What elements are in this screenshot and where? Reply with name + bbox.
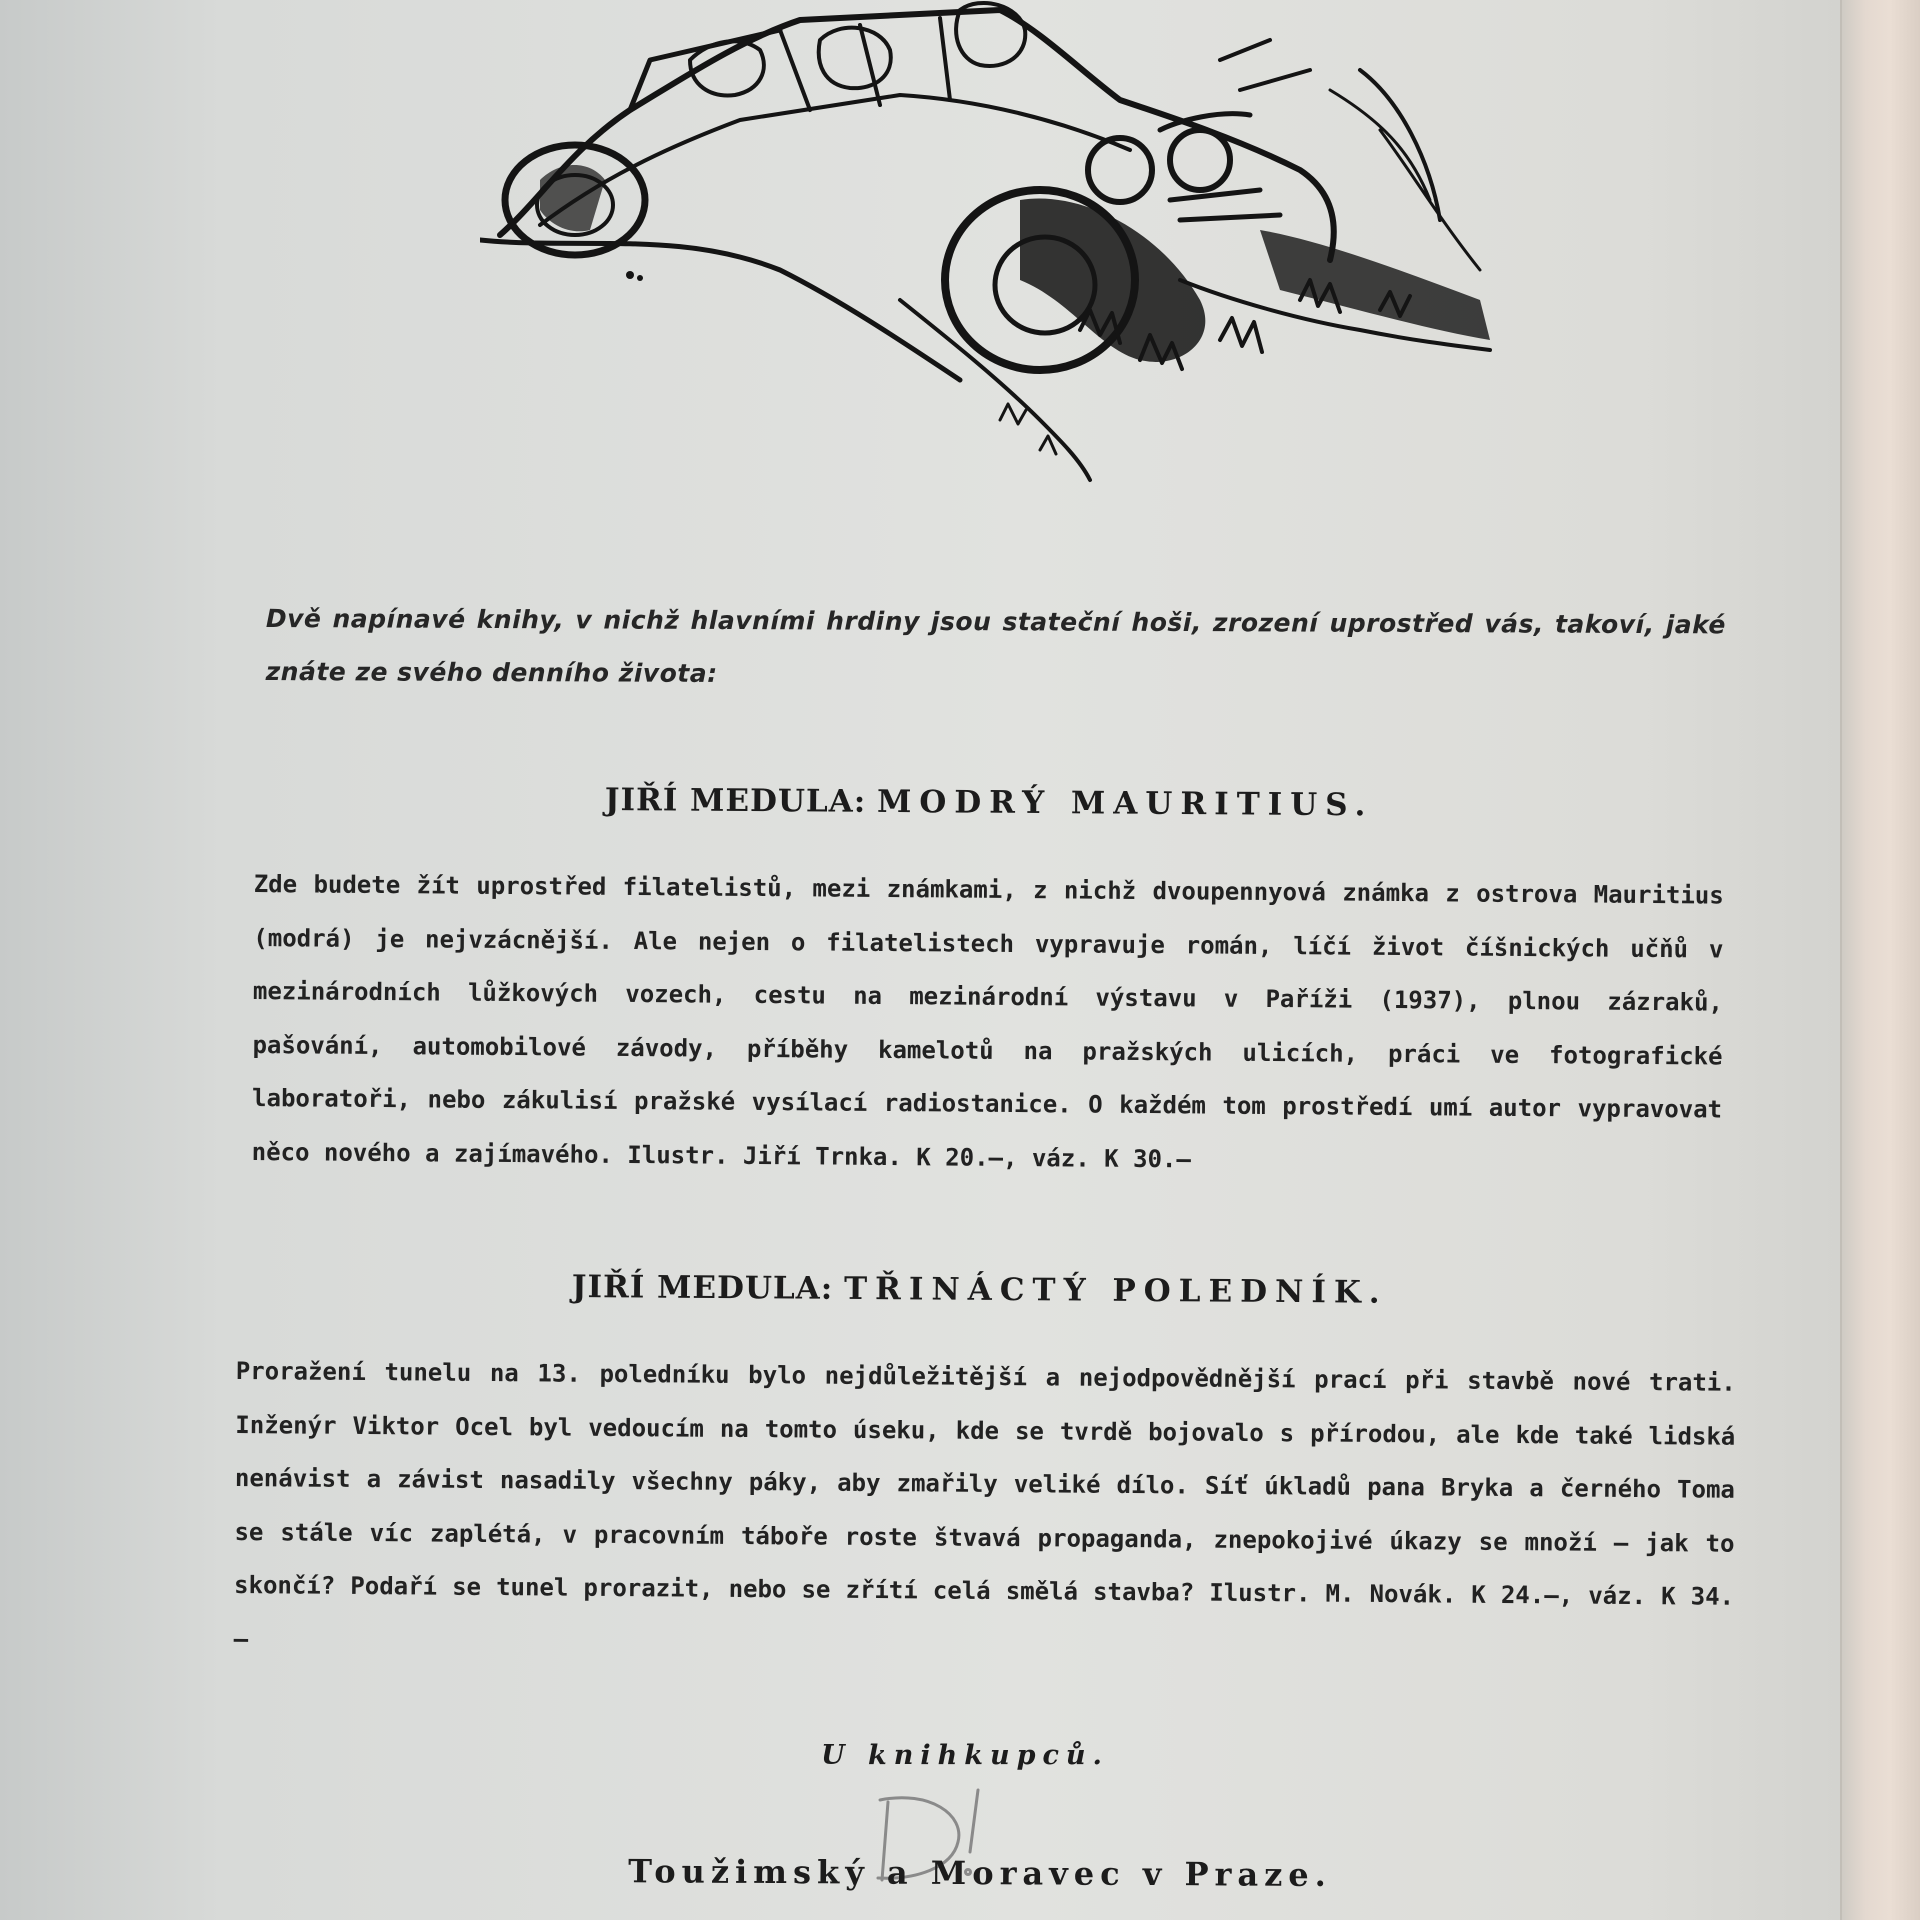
intro-text: Dvě napínavé knihy, v nichž hlavními hrdiny jsou stateční hoši, zrození uprostřed vás, takoví, jaké znáte ze svého denního života: [265, 603, 1726, 688]
book-description-trinacty-polednik: Proražení tunelu na 13. poledníku bylo nejdůležitější a nejodpovědnější prací při stavbě nové trati. Inženýr Viktor Ocel byl vedoucím na tomto úseku, kde se tvrdě bojovalo s přírodou, ale kde také lidská nenávist a závist nasadily všechny páky, aby zmařily veliké dílo. Síť úkladů pana Bryka a černého Toma se stále víc zaplétá, v pracovním táboře roste štvavá propaganda, znepokojivé úkazy se množí — jak to skončí? Podaří se tunel prorazit, nebo se zřítí celá smělá stavba? Ilustr. M. Novák. K 24.—, váz. K 34.— [233, 1356, 1736, 1653]
car-crash-illustration [480, 0, 1500, 500]
book-name: MODRÝ MAURITIUS. [876, 783, 1374, 824]
book-title-trinacty-polednik [572, 1269, 1388, 1311]
book-description-modry-mauritius: Zde budete žít uprostřed filatelistů, mezi známkami, z nichž dvoupennyová známka z ostrova Mauritius (modrá) je nejvzácnější. Ale nejen o filatelistech vypravuje román, líčí život číšnických učňů v mezinárodních lůžkových vozech, cestu na mezinárodní výstavu v Paříži (1937), plnou zázraků, pašování, automobilové závody, příběhy kamelotů na pražských ulicích, práci ve fotografické laboratoři, nebo zákulisí pražské vysílací radiostanice. O každém tom prostředí umí autor vypravovat něco nového a zajímavého. Ilustr. Jiří Trnka. K 20.—, váz. K 30.— [251, 869, 1724, 1173]
page-edge [1840, 0, 1920, 1920]
book-author: JIŘÍ MEDULA: [571, 1269, 834, 1307]
publisher-name: Toužimský a Moravec v Praze. [628, 1852, 1332, 1894]
book-name: TŘINÁCTÝ POLEDNÍK. [843, 1270, 1388, 1311]
book-title-modry-mauritius [605, 782, 1374, 823]
book-author: JIŘÍ MEDULA: [604, 782, 867, 820]
bookshops-note: U knihkupců. [821, 1740, 1109, 1771]
